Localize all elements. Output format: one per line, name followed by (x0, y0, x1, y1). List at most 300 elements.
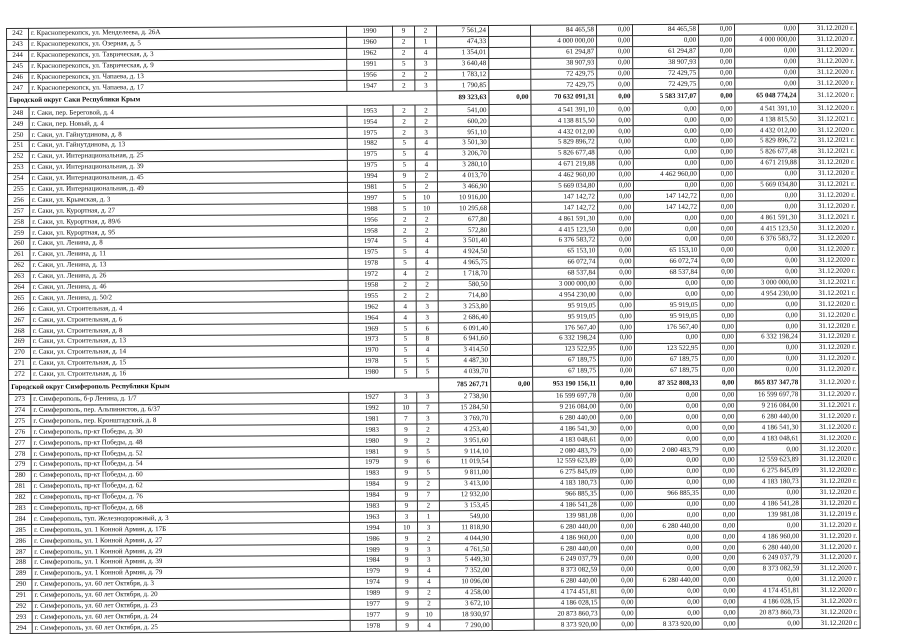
area-cell: 3 640,48 (437, 58, 489, 69)
cost-col-3-cell: 0,00 (600, 597, 636, 608)
area-cell: 10 096,00 (440, 576, 492, 587)
cost-col-6-cell: 0,00 (735, 45, 799, 56)
entrances-cell: 4 (415, 160, 437, 171)
cost-col-5-cell: 0,00 (700, 321, 736, 332)
row-number-cell: 271 (9, 358, 31, 369)
cost-col-5-cell: 0,00 (701, 365, 737, 376)
total-cost-cell: 6 332 198,24 (532, 333, 598, 344)
cost-col-4-cell: 6 280 440,00 (636, 521, 702, 532)
floors-cell: 4 (394, 269, 416, 280)
total-cost-cell: 4 138 815,50 (531, 115, 597, 126)
floors-cell: 9 (395, 424, 417, 435)
entrances-cell: 4 (418, 566, 440, 577)
row-number-cell: 258 (8, 217, 30, 228)
cost-col-6-cell: 4 415 123,50 (736, 223, 800, 234)
cost-col-4-cell: 67 189,75 (635, 365, 701, 376)
cost-col-6-cell: 0,00 (736, 343, 800, 354)
entrances-cell: 10 (416, 192, 438, 203)
total-cost-cell: 139 981,08 (533, 510, 599, 521)
cost-col-1-cell (492, 532, 534, 543)
address-cell: г. Симферополь, ул. 60 лет Октября, д. 24 (32, 610, 350, 623)
total-cost-cell: 6 280 440,00 (534, 576, 600, 587)
deadline-cell: 31.12.2020 г. (801, 454, 859, 465)
floors-cell: 5 (395, 367, 417, 378)
address-cell: г. Красноперекопск, ул. Чапаева, д. 13 (29, 70, 347, 83)
cost-col-1-cell (489, 137, 531, 148)
address-cell: г. Симферополь, ул. 1 Конной Армии, д. 79 (32, 566, 350, 579)
cost-col-3-cell: 0,00 (598, 224, 634, 235)
cost-col-5-cell: 0,00 (702, 564, 738, 575)
cost-col-4-cell: 0,00 (635, 412, 701, 423)
area-cell: 5 449,30 (440, 555, 492, 566)
entrances-cell: 3 (418, 522, 440, 533)
entrances-cell: 5 (417, 356, 439, 367)
cost-col-5-cell: 0,00 (699, 68, 735, 79)
floors-cell: 5 (395, 356, 417, 367)
cost-col-6-cell: 4 186 541,28 (737, 498, 801, 509)
housing-repair-table (6, 23, 861, 634)
entrances-cell: 3 (418, 555, 440, 566)
cost-col-4-cell: 2 080 483,79 (635, 444, 701, 455)
cost-col-6-cell: 4 432 012,00 (735, 125, 799, 136)
deadline-cell: 31.12.2020 г. (802, 563, 860, 574)
address-cell: г. Симферополь, ул. 60 лет Октября, д. 3 (32, 577, 350, 590)
area-cell: 1 790,85 (437, 80, 489, 91)
cost-col-4-cell: 966 885,35 (635, 488, 701, 499)
cost-col-4-cell: 0,00 (633, 136, 699, 147)
address-cell: г. Саки, ул. Курортная, д. 89/6 (30, 215, 348, 228)
row-number-cell: 243 (7, 39, 29, 50)
year-cell: 1980 (349, 435, 395, 446)
deadline-cell: 31.12.2020 г. (800, 266, 858, 277)
year-cell: 1972 (348, 269, 394, 280)
cost-col-4-cell: 0,00 (636, 586, 702, 597)
deadline-cell: 31.12.2020 г. (800, 244, 858, 255)
area-cell: 6 941,60 (438, 334, 490, 345)
entrances-cell: 3 (416, 312, 438, 323)
year-cell: 1990 (346, 26, 392, 37)
cost-col-4-cell: 72 429,75 (633, 79, 699, 90)
cost-col-5-cell: 0,00 (699, 158, 735, 169)
area-cell: 600,20 (437, 116, 489, 127)
cost-col-4-cell: 72 429,75 (633, 68, 699, 79)
area-cell: 714,80 (438, 290, 490, 301)
deadline-cell: 31.12.2020 г. (801, 422, 859, 433)
cost-col-6-cell: 12 559 623,89 (737, 455, 801, 466)
cost-col-1-cell (489, 58, 531, 69)
deadline-cell: 31.12.2020 г. (801, 465, 859, 476)
area-cell: 2 686,40 (438, 312, 490, 323)
entrances-cell: 4 (416, 258, 438, 269)
address-cell: г. Симферополь, ул. 60 лет Октября, д. 23 (32, 599, 350, 612)
cost-col-1-cell (489, 36, 531, 47)
address-cell: г. Симферополь, пр-кт Победы, д. 48 (31, 436, 349, 449)
cost-col-4-cell: 0,00 (634, 234, 700, 245)
year-cell: 1975 (347, 149, 393, 160)
deadline-cell: 31.12.2020 г. (800, 310, 858, 321)
cost-col-6-cell: 4 671 219,88 (735, 157, 799, 168)
year-cell: 1988 (348, 203, 394, 214)
total-cost-cell: 95 919,05 (532, 300, 598, 311)
entrances-cell: 2 (418, 598, 440, 609)
entrances-cell: 5 (417, 367, 439, 378)
cost-col-4-cell: 0,00 (636, 608, 702, 619)
entrances-cell: 3 (418, 544, 440, 555)
cost-col-6-cell: 0,00 (736, 266, 800, 277)
address-cell: г. Саки, ул. Интернациональная, д. 39 (29, 160, 347, 173)
floors-cell: 2 (393, 116, 415, 127)
cost-col-6-cell: 5 826 677,48 (735, 147, 799, 158)
cost-col-4-cell: 68 537,84 (634, 267, 700, 278)
area-cell: 580,50 (438, 279, 490, 290)
total-cost-cell: 4 174 451,81 (534, 587, 600, 598)
row-number-cell: 262 (8, 260, 30, 271)
cost-col-5-cell: 0,00 (701, 477, 737, 488)
area-cell: 18 930,97 (440, 609, 492, 620)
area-cell: 11 818,90 (440, 522, 492, 533)
deadline-cell: 31.12.2020 г. (798, 23, 856, 34)
cost-col-4-cell: 123 522,95 (634, 343, 700, 354)
row-number-cell: 247 (7, 83, 29, 94)
row-number-cell: 255 (7, 184, 29, 195)
row-number-cell: 259 (8, 227, 30, 238)
cost-col-6-cell: 0,00 (736, 255, 800, 266)
cost-col-1-cell (492, 554, 534, 565)
total-cost-cell: 38 907,93 (531, 58, 597, 69)
address-cell: г. Симферополь, ул. 60 лет Октября, д. 20 (32, 588, 350, 601)
deadline-cell: 31.12.2020 г. (802, 520, 860, 531)
deadline-cell: 31.12.2020 г. (802, 541, 860, 552)
cost-col-3-cell: 0,00 (597, 46, 633, 57)
cost-col-3-cell: 0,00 (600, 532, 636, 543)
row-number-cell: 294 (10, 623, 32, 634)
floors-cell: 9 (395, 468, 417, 479)
cost-col-3-cell: 0,00 (599, 401, 635, 412)
address-cell: г. Красноперекопск, ул. Таврическая, д. 9 (29, 59, 347, 72)
row-number-cell: 288 (10, 557, 32, 568)
year-cell: 1992 (349, 403, 395, 414)
total-cost-cell: 9 216 084,00 (533, 401, 599, 412)
entrances-cell: 5 (417, 446, 439, 457)
entrances-cell: 8 (416, 334, 438, 345)
cost-col-5-cell: 0,00 (702, 575, 738, 586)
row-number-cell: 248 (7, 108, 29, 119)
floors-cell: 9 (395, 457, 417, 468)
cost-col-6-cell: 0,00 (736, 321, 800, 332)
year-cell: 1962 (347, 48, 393, 59)
area-cell: 7 352,00 (440, 565, 492, 576)
year-cell: 1964 (348, 312, 394, 323)
floors-cell: 5 (394, 192, 416, 203)
entrances-cell: 6 (416, 323, 438, 334)
total-cost-cell: 4 183 180,73 (533, 478, 599, 489)
entrances-cell: 4 (418, 620, 440, 631)
cost-col-3-cell: 0,00 (599, 412, 635, 423)
cost-col-1-cell (492, 576, 534, 587)
area-cell: 6 091,40 (438, 323, 490, 334)
section-cost-1-cell: 0,00 (491, 377, 533, 391)
row-number-cell: 252 (7, 151, 29, 162)
address-cell: г. Симферополь, туп. Железнодорожный, д. 3 (31, 512, 349, 525)
year-cell: 1997 (348, 193, 394, 204)
cost-col-5-cell: 0,00 (701, 422, 737, 433)
cost-col-1-cell (491, 445, 533, 456)
cost-col-6-cell: 4 186 028,15 (738, 596, 802, 607)
cost-col-6-cell: 0,00 (736, 310, 800, 321)
cost-col-4-cell: 0,00 (633, 147, 699, 158)
area-cell: 951,10 (437, 127, 489, 138)
total-cost-cell: 2 080 483,79 (533, 445, 599, 456)
year-cell: 1994 (347, 171, 393, 182)
cost-col-1-cell (490, 257, 532, 268)
total-cost-cell: 72 429,75 (531, 68, 597, 79)
total-cost-cell: 95 919,05 (532, 311, 598, 322)
cost-col-4-cell: 0,00 (635, 466, 701, 477)
floors-cell: 9 (396, 599, 418, 610)
cost-col-6-cell: 0,00 (737, 487, 801, 498)
cost-col-3-cell: 0,00 (597, 126, 633, 137)
total-cost-cell: 5 826 677,48 (531, 148, 597, 159)
total-cost-cell: 4 186 028,15 (534, 597, 600, 608)
row-number-cell: 268 (8, 326, 30, 337)
area-cell: 3 501,30 (437, 138, 489, 149)
entrances-cell: 4 (415, 48, 437, 59)
cost-col-4-cell: 176 567,40 (634, 321, 700, 332)
deadline-cell: 31.12.2020 г. (799, 157, 857, 168)
total-cost-cell: 12 559 623,89 (533, 456, 599, 467)
floors-cell: 2 (393, 37, 415, 48)
cost-col-5-cell: 0,00 (701, 444, 737, 455)
entrances-cell: 3 (416, 301, 438, 312)
cost-col-3-cell: 0,00 (600, 554, 636, 565)
cost-col-1-cell (491, 391, 533, 402)
entrances-cell: 2 (416, 269, 438, 280)
cost-col-6-cell: 4 138 815,50 (735, 114, 799, 125)
cost-col-4-cell: 0,00 (633, 35, 699, 46)
cost-col-5-cell: 0,00 (701, 433, 737, 444)
address-cell: г. Симферополь, б-р Ленина, д. 1/7 (31, 392, 349, 405)
entrances-cell: 6 (417, 457, 439, 468)
cost-col-3-cell: 0,00 (598, 311, 634, 322)
cost-col-5-cell: 0,00 (699, 147, 735, 158)
year-cell: 1956 (348, 214, 394, 225)
entrances-cell: 3 (415, 59, 437, 70)
cost-col-1-cell (489, 159, 531, 170)
total-cost-cell: 4 671 219,88 (531, 159, 597, 170)
floors-cell: 10 (396, 522, 418, 533)
entrances-cell: 2 (416, 225, 438, 236)
cost-col-3-cell: 0,00 (599, 488, 635, 499)
area-cell: 4 487,30 (439, 355, 491, 366)
address-cell: г. Саки, ул. Ленина, д. 8 (30, 236, 348, 249)
cost-col-1-cell (489, 116, 531, 127)
total-cost-cell: 147 142,72 (532, 191, 598, 202)
cost-col-3-cell: 0,00 (600, 575, 636, 586)
deadline-cell: 31.12.2020 г. (800, 190, 858, 201)
deadline-cell: 31.12.2021 г. (799, 114, 857, 125)
cost-col-4-cell: 147 142,72 (634, 202, 700, 213)
cost-col-1-cell (489, 69, 531, 80)
floors-cell: 5 (393, 182, 415, 193)
address-cell: г. Симферополь, пер. Кронштадский, д. 8 (31, 414, 349, 427)
floors-cell: 2 (393, 48, 415, 59)
row-number-cell: 285 (10, 525, 32, 536)
row-number-cell: 264 (8, 282, 30, 293)
cost-col-6-cell: 0,00 (737, 444, 801, 455)
cost-col-3-cell: 0,00 (597, 115, 633, 126)
deadline-cell: 31.12.2020 г. (799, 124, 857, 135)
cost-col-6-cell: 4 183 048,61 (737, 433, 801, 444)
row-number-cell: 265 (8, 293, 30, 304)
cost-col-5-cell: 0,00 (701, 411, 737, 422)
cost-col-5-cell: 0,00 (700, 256, 736, 267)
row-number-cell: 260 (8, 238, 30, 249)
cost-col-1-cell (490, 290, 532, 301)
cost-col-4-cell: 4 462 960,00 (633, 169, 699, 180)
cost-col-4-cell: 0,00 (634, 332, 700, 343)
year-cell: 1955 (348, 291, 394, 302)
area-cell: 7 290,00 (440, 620, 492, 631)
address-cell: г. Саки, ул. Курортная, д. 95 (30, 226, 348, 239)
cost-col-3-cell: 0,00 (599, 467, 635, 478)
cost-col-4-cell: 0,00 (633, 115, 699, 126)
cost-col-5-cell: 0,00 (699, 35, 735, 46)
floors-cell: 4 (394, 312, 416, 323)
row-number-cell: 254 (7, 173, 29, 184)
section-area-cell: 785 267,71 (439, 377, 491, 391)
year-cell: 1984 (349, 479, 395, 490)
cost-col-5-cell: 0,00 (702, 531, 738, 542)
total-cost-cell: 65 153,10 (532, 246, 598, 257)
year-cell: 1981 (349, 414, 395, 425)
floors-cell: 2 (394, 290, 416, 301)
deadline-cell: 31.12.2020 г. (799, 168, 857, 179)
cost-col-6-cell: 0,00 (736, 299, 800, 310)
cost-col-5-cell: 0,00 (698, 24, 734, 35)
year-cell: 1975 (348, 247, 394, 258)
address-cell: г. Саки, ул. Интернациональная, д. 49 (29, 182, 347, 195)
year-cell: 1969 (348, 323, 394, 334)
address-cell: г. Симферополь, пр-кт Победы, д. 30 (31, 425, 349, 438)
address-cell: г. Красноперекопск, ул. Таврическая, д. 3 (29, 48, 347, 61)
cost-col-1-cell (492, 543, 534, 554)
deadline-cell: 31.12.2021 г. (799, 179, 857, 190)
cost-col-5-cell: 0,00 (699, 180, 735, 191)
area-cell: 474,33 (437, 36, 489, 47)
section-date-cell: 31.12.2020 г. (799, 89, 857, 103)
deadline-cell: 31.12.2020 г. (800, 201, 858, 212)
area-cell: 4 253,40 (439, 424, 491, 435)
floors-cell: 9 (395, 490, 417, 501)
cost-col-3-cell: 0,00 (597, 137, 633, 148)
cost-col-1-cell (490, 224, 532, 235)
cost-col-1-cell (489, 80, 531, 91)
year-cell: 1986 (350, 533, 396, 544)
area-cell: 549,00 (439, 511, 491, 522)
row-number-cell: 281 (9, 481, 31, 492)
entrances-cell: 3 (417, 391, 439, 402)
deadline-cell: 31.12.2021 г. (801, 400, 859, 411)
address-cell: г. Саки, ул. Ленина, д. 46 (30, 280, 348, 293)
row-number-cell: 246 (7, 72, 29, 83)
cost-col-1-cell (491, 366, 533, 377)
deadline-cell: 31.12.2020 г. (801, 476, 859, 487)
area-cell: 4 258,00 (440, 587, 492, 598)
entrances-cell: 4 (416, 345, 438, 356)
cost-col-6-cell: 4 000 000,00 (735, 35, 799, 46)
area-cell: 3 253,80 (438, 301, 490, 312)
address-cell: г. Саки, ул. Строительная, д. 6 (30, 313, 348, 326)
cost-col-5-cell: 0,00 (701, 455, 737, 466)
cost-col-4-cell: 0,00 (633, 104, 699, 115)
cost-col-4-cell: 65 153,10 (634, 245, 700, 256)
cost-col-5-cell: 0,00 (700, 332, 736, 343)
section-cost-5-cell: 0,00 (701, 376, 737, 390)
cost-col-6-cell: 0,00 (735, 168, 799, 179)
floors-cell: 9 (396, 620, 418, 631)
address-cell: г. Симферополь, пр-кт Победы, д. 60 (31, 468, 349, 481)
year-cell: 1984 (350, 555, 396, 566)
row-number-cell: 291 (10, 590, 32, 601)
cost-col-4-cell: 0,00 (633, 158, 699, 169)
area-cell: 7 561,24 (436, 26, 488, 37)
cost-col-1-cell (491, 402, 533, 413)
floors-cell: 5 (394, 247, 416, 258)
cost-col-5-cell: 0,00 (700, 310, 736, 321)
area-cell: 10 295,68 (438, 203, 490, 214)
cost-col-1-cell (491, 355, 533, 366)
cost-col-1-cell (490, 246, 532, 257)
area-cell: 3 153,45 (439, 500, 491, 511)
cost-col-6-cell: 9 216 084,00 (737, 400, 801, 411)
entrances-cell: 2 (417, 500, 439, 511)
floors-cell: 2 (393, 80, 415, 91)
deadline-cell: 31.12.2020 г. (802, 607, 860, 618)
total-cost-cell: 4 186 541,28 (533, 499, 599, 510)
area-cell: 9 811,00 (439, 467, 491, 478)
total-cost-cell: 6 280 440,00 (533, 412, 599, 423)
cost-col-5-cell: 0,00 (700, 299, 736, 310)
floors-cell: 2 (393, 127, 415, 138)
year-cell: 1974 (350, 577, 396, 588)
cost-col-1-cell (490, 268, 532, 279)
floors-cell: 9 (396, 577, 418, 588)
area-cell: 4 965,75 (438, 257, 490, 268)
total-cost-cell: 20 873 860,73 (534, 608, 600, 619)
entrances-cell: 10 (418, 609, 440, 620)
cost-col-3-cell: 0,00 (598, 344, 634, 355)
total-cost-cell: 4 186 541,30 (533, 423, 599, 434)
cost-col-5-cell: 0,00 (702, 520, 738, 531)
cost-col-5-cell: 0,00 (699, 136, 735, 147)
cost-col-1-cell (492, 598, 534, 609)
cost-col-4-cell: 147 142,72 (634, 191, 700, 202)
year-cell: 1958 (348, 225, 394, 236)
cost-col-6-cell: 4 861 591,30 (736, 212, 800, 223)
floors-cell: 2 (394, 225, 416, 236)
cost-col-5-cell: 0,00 (700, 212, 736, 223)
cost-col-3-cell: 0,00 (599, 434, 635, 445)
row-number-cell: 293 (10, 612, 32, 623)
deadline-cell: 31.12.2021 г. (799, 146, 857, 157)
deadline-cell: 31.12.2020 г. (799, 34, 857, 45)
entrances-cell: 2 (415, 181, 437, 192)
deadline-cell: 31.12.2019 г. (801, 509, 859, 520)
cost-col-5-cell: 0,00 (701, 499, 737, 510)
cost-col-3-cell: 0,00 (598, 256, 634, 267)
cost-col-1-cell (491, 456, 533, 467)
cost-col-4-cell: 0,00 (633, 125, 699, 136)
